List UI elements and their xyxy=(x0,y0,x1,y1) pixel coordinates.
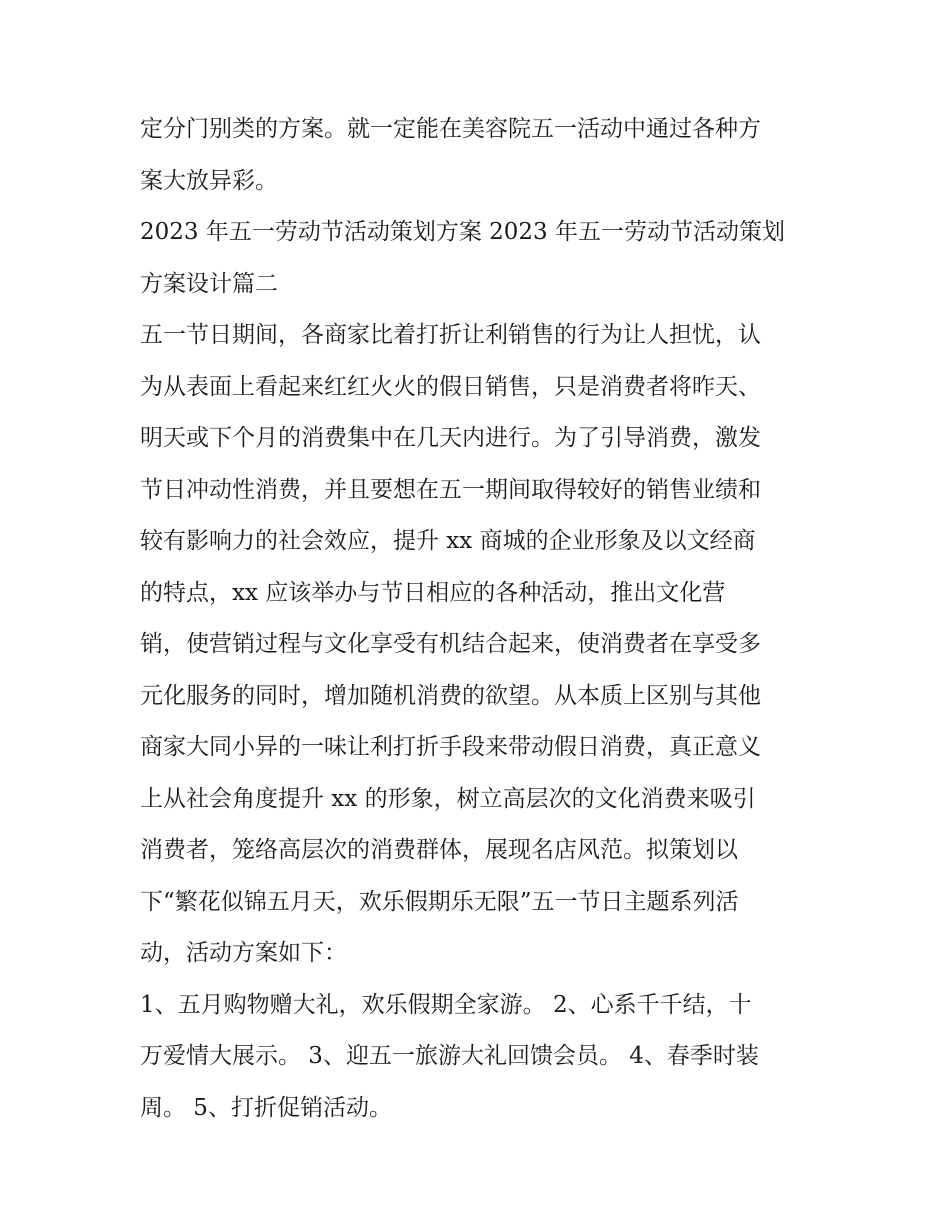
text-line: 1、五月购物赠大礼，欢乐假期全家游。 2、心系千千结，十 xyxy=(140,991,752,1018)
paragraph-intro-closing xyxy=(140,104,820,207)
text-line: 节日冲动性消费，并且要想在五一期间取得较好的销售业绩和 xyxy=(140,476,761,503)
heading-line: 方案设计篇二 xyxy=(140,270,278,297)
text-line: 较有影响力的社会效应，提升 xx 商城的企业形象及以文经商 xyxy=(140,528,756,554)
text-line: 下“繁花似锦五月天，欢乐假期乐无限”五一节日主题系列活 xyxy=(140,888,739,915)
document-body xyxy=(140,104,820,1134)
text-line: 明天或下个月的消费集中在几天内进行。为了引导消费，激发 xyxy=(140,425,761,451)
text-line: 为从表面上看起来红红火火的假日销售，只是消费者将昨天、 xyxy=(140,373,761,400)
text-line: 万爱情大展示。 3、迎五一旅游大礼回馈会员。 4、春季时装 xyxy=(140,1043,759,1069)
text-line: 销，使营销过程与文化享受有机结合起来，使消费者在享受多 xyxy=(140,631,761,657)
text-line: 上从社会角度提升 xx 的形象，树立高层次的文化消费来吸引 xyxy=(140,785,756,812)
text-line: 的特点，xx 应该举办与节日相应的各种活动，推出文化营 xyxy=(140,579,726,606)
text-line: 定分门别类的方案。就一定能在美容院五一活动中通过各种方 xyxy=(140,116,761,142)
text-line: 消费者，笼络高层次的消费群体，展现名店风范。拟策划以 xyxy=(140,837,738,863)
text-line: 周。 5、打折促销活动。 xyxy=(140,1094,392,1121)
text-line: 动，活动方案如下： xyxy=(140,940,347,966)
text-line: 案大放异彩。 xyxy=(140,167,278,194)
paragraph-activity-list xyxy=(140,980,820,1135)
text-line: 五一节日期间，各商家比着打折让利销售的行为让人担忧，认 xyxy=(140,322,761,348)
paragraph-background xyxy=(140,310,820,980)
section-heading xyxy=(140,207,820,310)
text-line: 商家大同小异的一味让利打折手段来带动假日消费，真正意义 xyxy=(140,734,761,760)
text-line: 元化服务的同时，增加随机消费的欲望。从本质上区别与其他 xyxy=(140,682,761,709)
heading-line: 2023 年五一劳动节活动策划方案 2023 年五一劳动节活动策划 xyxy=(140,219,785,245)
